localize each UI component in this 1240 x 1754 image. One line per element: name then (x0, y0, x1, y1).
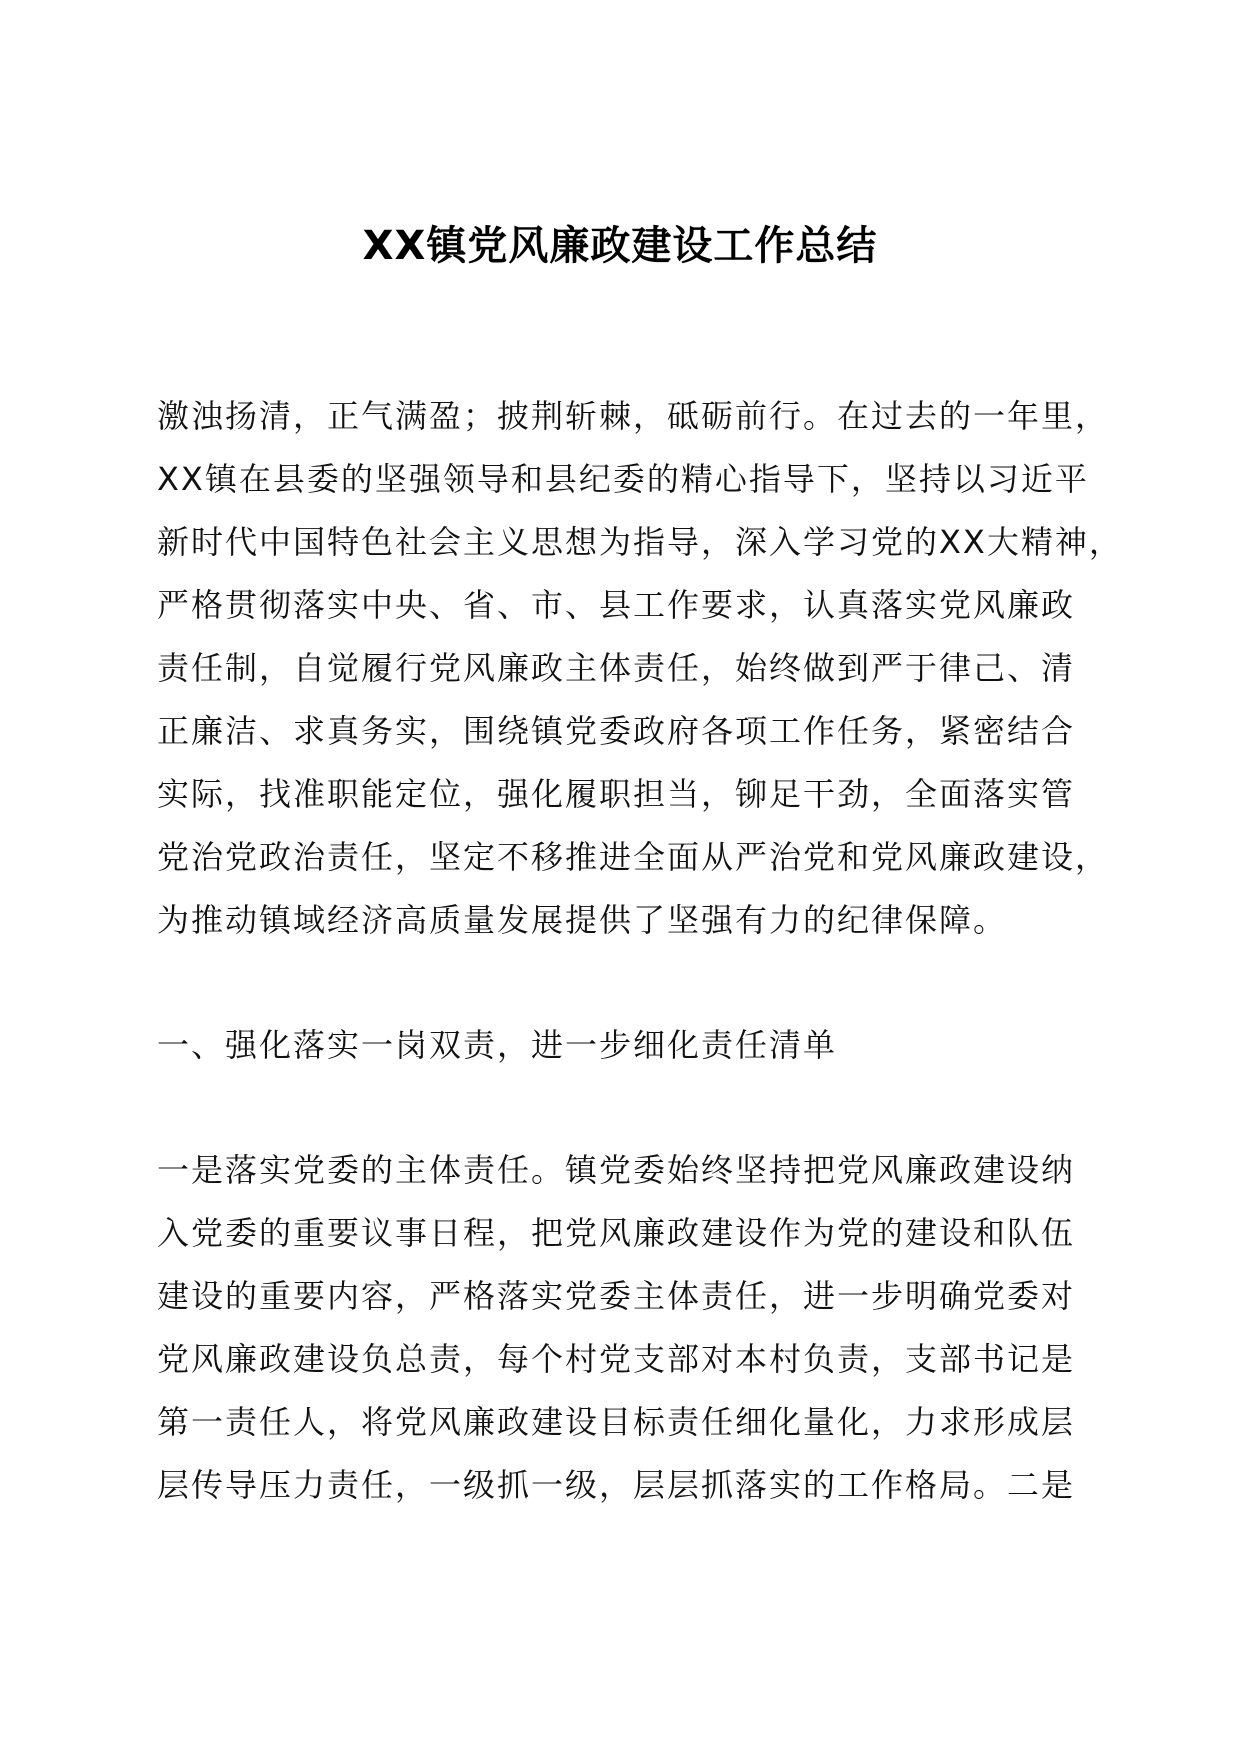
paragraph-line: 责任制，自觉履行党风廉政主体责任，始终做到严于律己、清 (157, 649, 1076, 687)
paragraph-line: 激浊扬清，正气满盈；披荆斩棘，砥砺前行。在过去的一年里， (157, 397, 1110, 435)
paragraph-line: 党风廉政建设负总责，每个村党支部对本村负责，支部书记是 (157, 1340, 1076, 1378)
paragraph-line: XX镇在县委的坚强领导和县纪委的精心指导下，坚持以习近平 (157, 460, 1089, 498)
paragraph-line: 实际，找准职能定位，强化履职担当，铆足干劲，全面落实管 (157, 775, 1076, 813)
paragraph-line: 一是落实党委的主体责任。镇党委始终坚持把党风廉政建设纳 (157, 1151, 1076, 1189)
paragraph-line: 入党委的重要议事日程，把党风廉政建设作为党的建设和队伍 (157, 1214, 1076, 1252)
paragraph-line: 严格贯彻落实中央、省、市、县工作要求，认真落实党风廉政 (157, 586, 1076, 624)
paragraph-spacer (157, 952, 1087, 1014)
section-paragraph (157, 1139, 1087, 1517)
document-title: XX镇党风廉政建设工作总结 (362, 223, 878, 269)
paragraph-line: 党治党政治责任，坚定不移推进全面从严治党和党风廉政建设， (157, 838, 1110, 876)
paragraph-line: 为推动镇域经济高质量发展提供了坚强有力的纪律保障。 (157, 901, 1008, 939)
paragraph-line: 正廉洁、求真务实，围绕镇党委政府各项工作任务，紧密结合 (157, 712, 1076, 750)
paragraph-line: 建设的重要内容，严格落实党委主体责任，进一步明确党委对 (157, 1277, 1076, 1315)
section-heading: 一、强化落实一岗双责，进一步细化责任清单 (157, 1026, 838, 1064)
paragraph-line: 第一责任人，将党风廉政建设目标责任细化量化，力求形成层 (157, 1403, 1076, 1441)
document-body (157, 385, 1123, 1517)
paragraph-spacer (157, 1077, 1087, 1139)
paragraph-line: 新时代中国特色社会主义思想为指导，深入学习党的XX大精神， (157, 523, 1123, 561)
intro-paragraph (157, 385, 1123, 952)
paragraph-line: 层传导压力责任，一级抓一级，层层抓落实的工作格局。二是 (157, 1466, 1076, 1504)
